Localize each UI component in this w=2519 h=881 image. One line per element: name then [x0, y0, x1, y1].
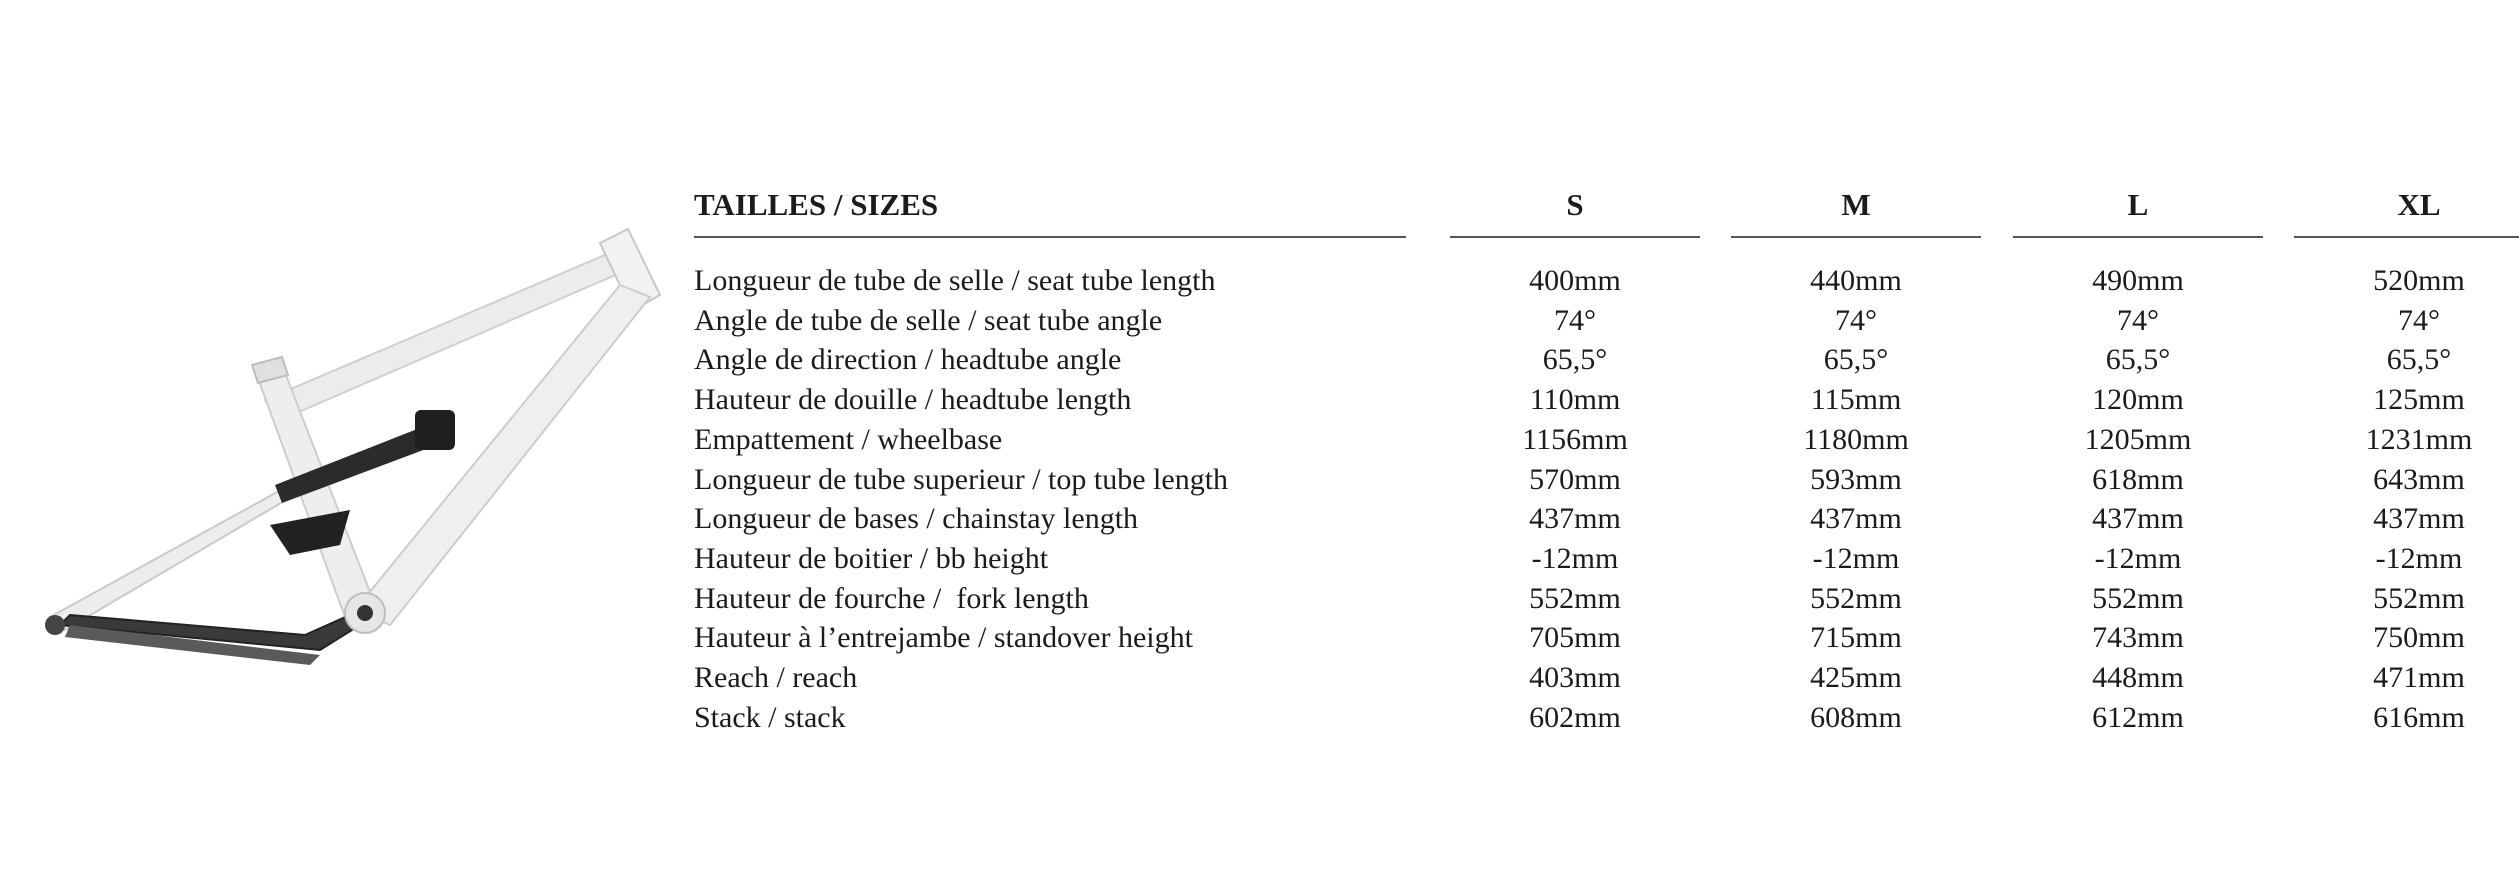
row-value-m: 608mm — [1810, 700, 1902, 734]
row-value-xl: 552mm — [2373, 581, 2465, 615]
row-value-m: 440mm — [1810, 264, 1902, 297]
row-value-s: 602mm — [1529, 700, 1621, 734]
row-value-l: 490mm — [2092, 264, 2184, 297]
size-header-l: L — [2127, 187, 2149, 222]
row-value-s: 552mm — [1529, 581, 1621, 615]
row-value-xl: 520mm — [2373, 264, 2465, 297]
table-row — [694, 301, 2519, 341]
header-rule-label — [694, 236, 1406, 238]
table-row — [694, 698, 2519, 738]
size-header-s: S — [1566, 187, 1584, 222]
table-row — [694, 261, 2519, 301]
row-value-xl: 750mm — [2373, 621, 2465, 655]
row-label: Hauteur de boitier / bb height — [694, 541, 1049, 575]
row-value-l: 120mm — [2092, 383, 2184, 417]
table-row — [694, 420, 2519, 460]
size-header-xl: XL — [2397, 187, 2441, 222]
table-row — [694, 460, 2519, 500]
row-value-xl: 65,5° — [2386, 343, 2452, 377]
table-row — [694, 658, 2519, 698]
row-value-l: 1205mm — [2084, 422, 2192, 456]
row-value-m: 65,5° — [1823, 343, 1889, 377]
row-label: Longueur de bases / chainstay length — [694, 502, 1139, 536]
row-label: Angle de direction / headtube angle — [694, 343, 1122, 377]
row-value-l: 65,5° — [2105, 343, 2171, 377]
row-value-s: 65,5° — [1542, 343, 1608, 377]
table-row — [694, 539, 2519, 579]
table-row — [694, 579, 2519, 619]
size-header-m: M — [1841, 187, 1871, 222]
row-value-s: 570mm — [1529, 462, 1621, 496]
row-value-xl: 471mm — [2373, 661, 2465, 694]
header-rule-xl — [2294, 236, 2519, 238]
row-value-xl: 616mm — [2373, 700, 2465, 734]
row-value-m: 715mm — [1810, 621, 1902, 655]
row-label: Longueur de tube de selle / seat tube length — [694, 264, 1216, 297]
row-value-s: 403mm — [1529, 661, 1621, 694]
row-label: Angle de tube de selle / seat tube angle — [694, 303, 1163, 337]
header-rule-m — [1731, 236, 1981, 238]
row-value-s: 437mm — [1529, 502, 1621, 536]
table-title: TAILLES / SIZES — [694, 187, 939, 222]
row-label: Reach / reach — [694, 661, 858, 694]
row-value-m: 593mm — [1810, 462, 1902, 496]
row-value-m: 437mm — [1810, 502, 1902, 536]
table-row — [694, 340, 2519, 380]
row-label: Stack / stack — [694, 700, 846, 734]
row-value-l: 552mm — [2092, 581, 2184, 615]
row-value-l: 74° — [2117, 303, 2159, 337]
row-value-s: 110mm — [1529, 383, 1621, 417]
bike-frame-illustration — [20, 225, 680, 695]
row-value-s: 74° — [1554, 303, 1596, 337]
table-row — [694, 380, 2519, 420]
header-rule-s — [1450, 236, 1700, 238]
row-value-s: 1156mm — [1522, 422, 1628, 456]
row-value-l: 437mm — [2092, 502, 2184, 536]
row-value-l: 612mm — [2092, 700, 2184, 734]
row-value-xl: -12mm — [2375, 541, 2463, 575]
header-rule-l — [2013, 236, 2263, 238]
row-value-m: 1180mm — [1803, 422, 1909, 456]
row-value-l: 448mm — [2092, 661, 2184, 694]
row-value-m: 552mm — [1810, 581, 1902, 615]
table-row — [694, 499, 2519, 539]
row-label: Longueur de tube superieur / top tube length — [694, 462, 1229, 496]
row-value-s: -12mm — [1531, 541, 1619, 575]
row-value-xl: 74° — [2398, 303, 2440, 337]
row-value-s: 400mm — [1529, 264, 1621, 297]
row-value-m: 115mm — [1810, 383, 1902, 417]
row-value-s: 705mm — [1529, 621, 1621, 655]
row-value-m: 74° — [1835, 303, 1877, 337]
row-label: Empattement / wheelbase — [694, 422, 1003, 456]
row-value-l: 618mm — [2092, 462, 2184, 496]
row-value-xl: 643mm — [2373, 462, 2465, 496]
row-value-m: 425mm — [1810, 661, 1902, 694]
table-row — [694, 618, 2519, 658]
row-value-l: 743mm — [2092, 621, 2184, 655]
row-label: Hauteur de fourche / fork length — [694, 581, 1089, 615]
row-value-xl: 125mm — [2373, 383, 2465, 417]
geometry-table — [694, 180, 2519, 740]
row-value-m: -12mm — [1812, 541, 1900, 575]
row-value-xl: 437mm — [2373, 502, 2465, 536]
row-value-l: -12mm — [2094, 541, 2182, 575]
row-value-xl: 1231mm — [2365, 422, 2473, 456]
row-label: Hauteur de douille / headtube length — [694, 383, 1132, 417]
row-label: Hauteur à l’entrejambe / standover height — [694, 621, 1193, 655]
